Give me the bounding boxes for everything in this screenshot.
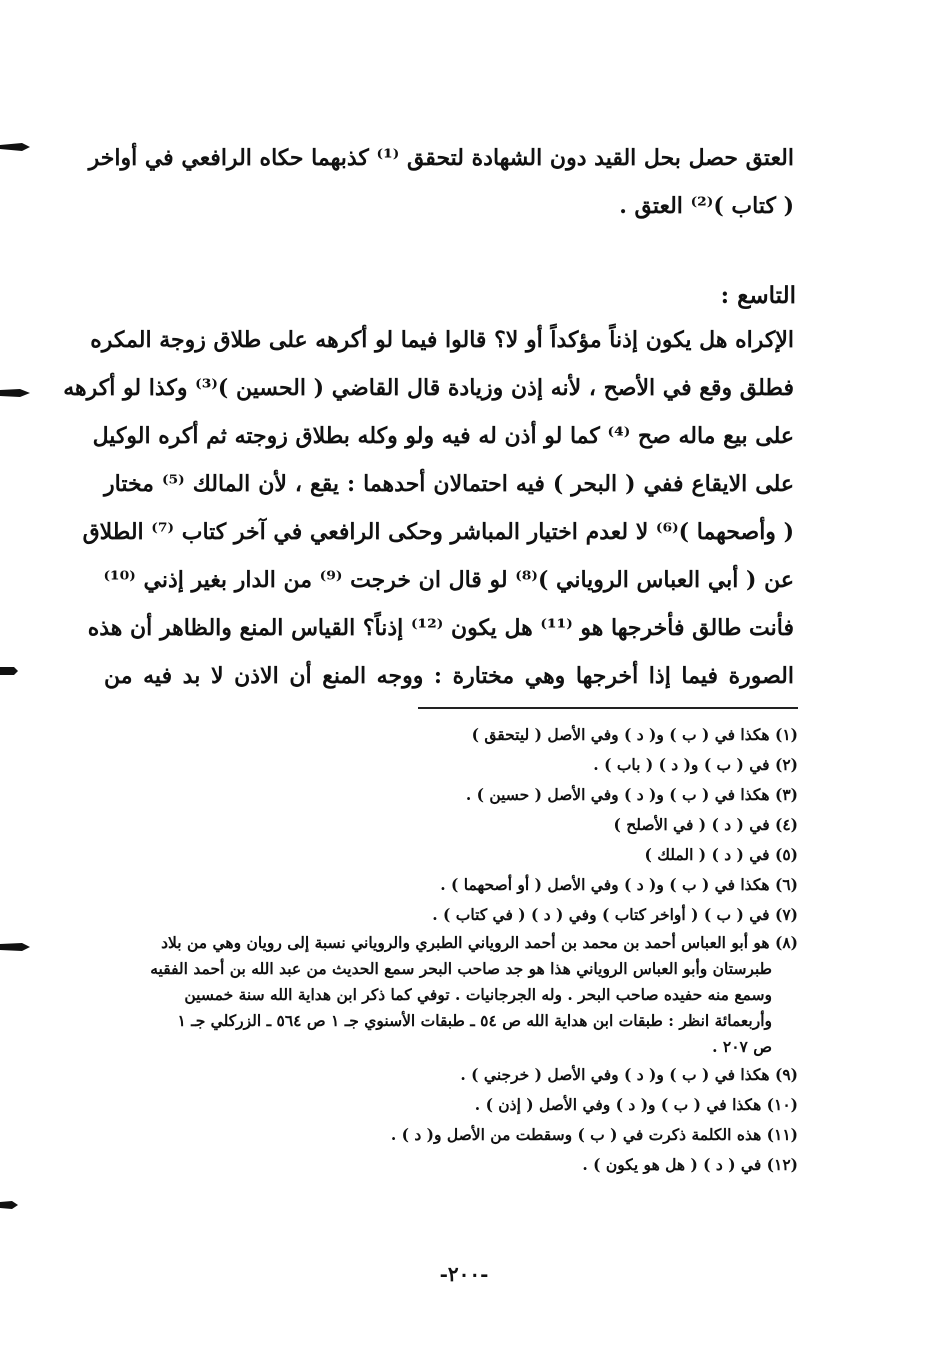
text-line: فطلق وقع في الأصح ، لأنه إذن وزيادة قال القاضي ( الحسين )⁽³⁾ وكذا لو أكرهه xyxy=(63,375,794,401)
intro-paragraph xyxy=(88,134,794,230)
footnote: (٤) في ( د ) ( في الأصلح ) xyxy=(613,815,798,834)
footnote-continuation: طبرستان وأبو العباس الروياني هذا هو جد صاحب البحر سمع الحديث من عبد الله بن أحمد الفقيه xyxy=(150,959,772,978)
scan-margin-mark xyxy=(0,940,30,954)
footnote: (١٢) في ( د ) ( هل هو يكون ) . xyxy=(582,1155,798,1174)
text-line: على الايقاع ففي ( البحر ) فيه احتمالان أحدهما : يقع ، لأن المالك ⁽⁵⁾ مختار xyxy=(104,471,794,497)
scan-margin-mark xyxy=(0,1198,30,1212)
footnote: (١١) هذه الكلمة ذكرت في ( ب ) وسقطت من الأصل و( د ) . xyxy=(390,1125,798,1144)
scan-margin-mark xyxy=(0,386,30,400)
footnotes xyxy=(104,720,798,1180)
footnote: (٢) في ( ب ) و( د ) ( باب ) . xyxy=(593,755,798,774)
footnote: (٧) في ( ب ) ( أواخر كتاب ) وفي ( د ) ( في كتاب ) . xyxy=(432,905,798,924)
body-paragraph xyxy=(63,316,794,700)
text-line: فأنت طالق فأخرجها هو ⁽¹¹⁾ هل يكون ⁽¹²⁾ إذناً؟ القياس المنع والظاهر أن هذه xyxy=(87,615,794,641)
scan-margin-mark xyxy=(0,140,30,154)
text-line: العتق حصل بحل القيد دون الشهادة لتحقق ⁽¹⁾ كذبهما حكاه الرافعي في أواخر xyxy=(88,145,794,171)
footnote-separator xyxy=(418,707,798,709)
text-line: الإكراه هل يكون إذناً مؤكداً أو لا؟ قالوا فيما لو أكرهه على طلاق زوجة المكره xyxy=(90,327,794,353)
footnote: (٦) هكذا في ( ب ) و( د ) وفي الأصل ( أو أصحهما ) . xyxy=(440,875,798,894)
text-line: ( وأصحهما )⁽⁶⁾ لا لعدم اختيار المباشر وحكى الرافعي في آخر كتاب ⁽⁷⁾ الطلاق xyxy=(82,519,794,545)
text-line: ( كتاب )⁽²⁾ العتق . xyxy=(619,193,794,219)
text-line: على بيع ماله صح ⁽⁴⁾ كما لو أذن له فيه ولو وكله بطلاق زوجته ثم أكره الوكيل xyxy=(92,423,794,449)
footnote: (٣) هكذا في ( ب ) و( د ) وفي الأصل ( حسين ) . xyxy=(465,785,798,804)
footnote-continuation: وأربعمائة انظر : طبقات ابن هداية الله ص ٥٤ ـ طبقات الأسنوي جـ ١ ص ٥٦٤ ـ الزركلي جـ ١ xyxy=(177,1011,772,1030)
scan-margin-mark xyxy=(0,664,30,678)
text-line: الصورة فيما إذا أخرجها وهي مختارة : ووجه المنع أن الاذن لا بد فيه من xyxy=(104,663,794,689)
footnote-continuation: ص ٢٠٧ . xyxy=(712,1037,772,1056)
text-line: عن ( أبي العباس الروياني )⁽⁸⁾ لو قال ان خرجت ⁽⁹⁾ من الدار بغير إذني ⁽¹⁰⁾ xyxy=(103,567,794,593)
footnote: (٨) هو أبو العباس أحمد بن محمد بن أحمد الروياني الطبري والروياني نسبة إلى رويان وهي من بلاد xyxy=(161,933,798,952)
footnote: (١٠) هكذا في ( ب ) و( د ) وفي الأصل ( إذن ) . xyxy=(474,1095,798,1114)
footnote-continuation: وسمع منه حفيده صاحب البحر . وله الجرجانيات . توفي كما ذكر ابن هداية الله سنة خمسين xyxy=(184,985,772,1004)
page-number: -٢٠٠- xyxy=(439,1262,489,1286)
footnote: (٩) هكذا في ( ب ) و( د ) وفي الأصل ( خرجني ) . xyxy=(460,1065,798,1084)
footnote: (٥) في ( د ) ( الملك ) xyxy=(644,845,798,864)
footnote: (١) هكذا في ( ب ) و( د ) وفي الأصل ( ليتحقق ) xyxy=(471,725,798,744)
section-heading: التاسع : xyxy=(720,282,796,309)
